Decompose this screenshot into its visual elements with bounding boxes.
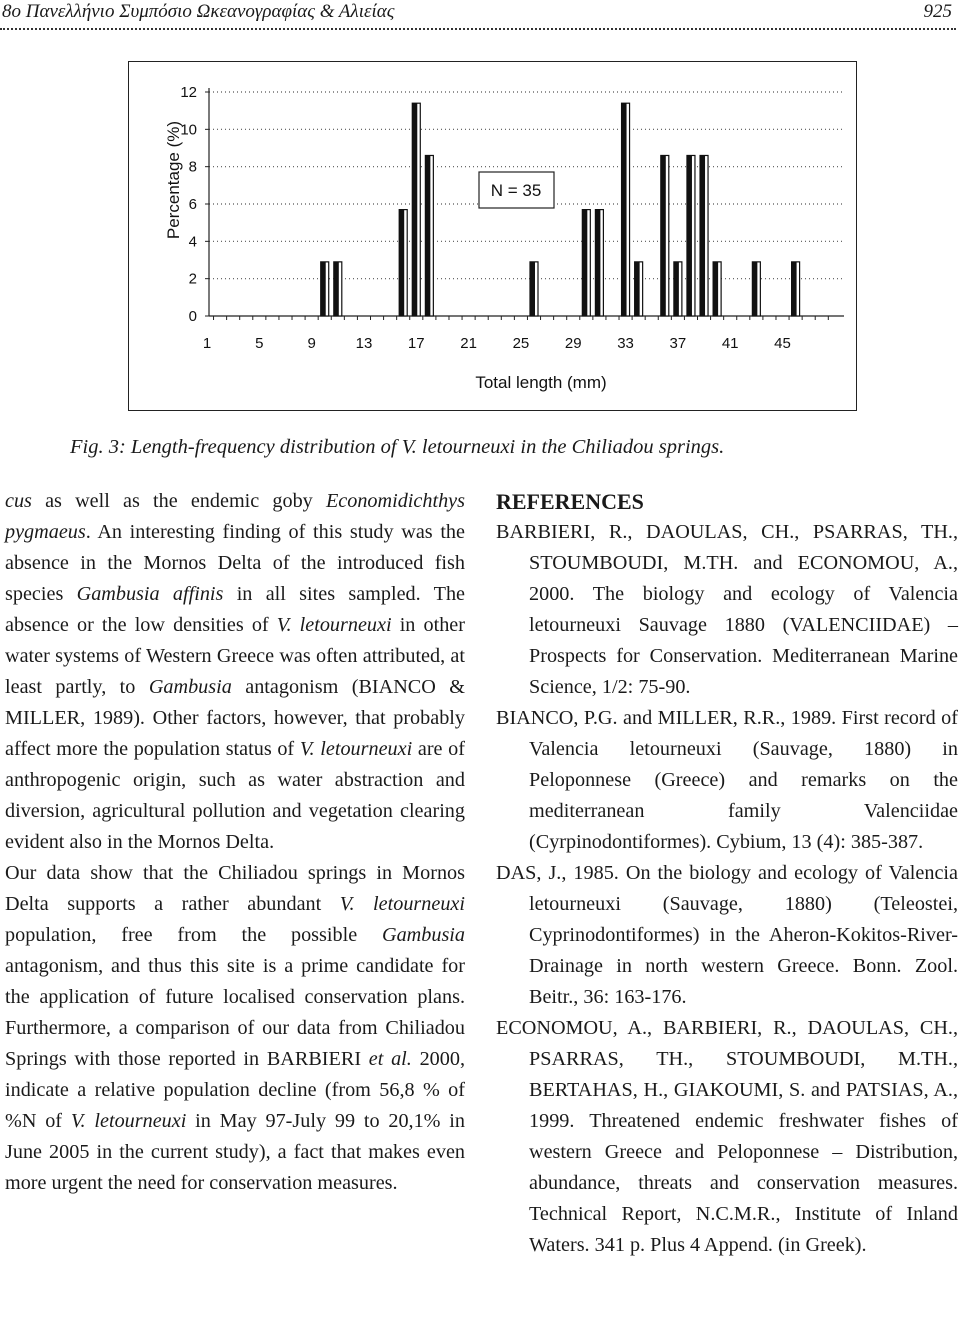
reference-entry: DAS, J., 1985. On the biology and ecology of Valencia letourneuxi (Sauvage, 1880) (Teleostei, Cyprinodontiformes) in the Aheron-Kokitos-River-Drainage in north western Greece. Bonn. Zool. Beitr., 36: 163-176.: [496, 862, 958, 1008]
y-tick-label: 10: [180, 121, 197, 139]
x-tick-label: 25: [512, 335, 530, 352]
text-run: Gambusia: [148, 676, 232, 698]
x-tick-label: 33: [617, 335, 634, 352]
x-tick-label: 41: [721, 335, 739, 352]
text-run: Our data show that the Chiliadou springs in Mornos Delta supports a rather abundant: [5, 862, 465, 915]
figure-caption: Fig. 3: Length-frequency distribution of V. letourneuxi in the Chiliadou springs.: [70, 436, 725, 458]
running-header-title: 8ο Πανελλήνιο Συμπόσιο Ωκεανογραφίας & Αλιείας: [2, 1, 395, 22]
y-tick-label: 12: [180, 84, 197, 101]
text-run: in all sites sampled. The absence or the low densities of: [5, 583, 465, 636]
histogram-bar-shade: [425, 155, 430, 316]
histogram-bar-shade: [661, 155, 666, 316]
x-tick-label: 9: [307, 335, 316, 352]
x-tick-label: 37: [669, 335, 687, 352]
histogram-bar-shade: [595, 210, 600, 316]
text-run: Gambusia affinis: [76, 583, 224, 605]
reference-entry: ECONOMOU, A., BARBIERI, R., DAOULAS, CH., PSARRAS, TH., STOUMBOUDI, M.TH., BERTAHAS, H., GIAKOUMI, S. and PATSIAS, A., 1999. Threatened endemic freshwater fishes of western Greece and Peloponnese – Distribution, abundance, threats and conservation measures. Technical Report, N.C.M.R., Institute of Inland Waters. 341 p. Plus 4 Append. (in Greek).: [496, 1017, 958, 1256]
text-run: Economidichthys pygmaeus: [5, 490, 465, 543]
body-text-column: [5, 486, 465, 1199]
sample-size-annotation: N = 35: [490, 181, 542, 200]
y-tick-label: 2: [188, 270, 197, 288]
x-tick-label: 45: [774, 335, 791, 352]
references-column: [496, 486, 958, 1261]
text-run: are of anthropogenic origin, such as water abstraction and diversion, agricultural pollution and vegetation clearing evident also in the Mornos Delta.: [5, 738, 465, 853]
y-axis-label: Percentage (%): [164, 120, 183, 240]
text-run: Gambusia: [382, 924, 465, 946]
paragraph-2: [5, 858, 465, 1199]
x-tick-label: 5: [255, 335, 264, 352]
histogram-bar-shade: [321, 262, 326, 316]
text-run: et al.: [368, 1048, 412, 1070]
histogram-bar-shade: [582, 210, 587, 316]
text-run: in other water systems of Western Greece was often attributed, at least partly, to: [5, 614, 465, 698]
histogram-bar-shade: [622, 103, 627, 316]
text-run: . An interesting finding of this study was the absence in the Mornos Delta of the introduced fish species: [5, 521, 465, 605]
paragraph-1: [5, 486, 465, 858]
histogram-bar-shade: [792, 262, 797, 316]
text-run: population, free from the possible: [5, 924, 382, 946]
plot-area: [180, 84, 844, 352]
text-run: V. letourneuxi: [276, 614, 392, 636]
x-tick-label: 1: [202, 335, 212, 352]
text-run: as well as the endemic goby: [31, 490, 326, 512]
reference-entry: BIANCO, P.G. and MILLER, R.R., 1989. First record of Valencia letourneuxi (Sauvage, 1880) in Peloponnese (Greece) and remarks on the mediterranean family Valenciidae (Cyrpinodontiformes). Cybium, 13 (4): 385-387.: [496, 707, 958, 853]
histogram-bar-shade: [412, 103, 417, 316]
histogram-bar-shade: [713, 262, 718, 316]
histogram-bar-shade: [674, 262, 679, 316]
x-tick-label: 29: [564, 335, 582, 352]
y-tick-label: 8: [188, 158, 197, 176]
text-run: cus: [5, 490, 32, 512]
text-run: antagonism (BIANCO & MILLER, 1989). Other factors, however, that probably affect more the population status of: [5, 676, 465, 760]
header-dotted-rule: [0, 28, 956, 30]
x-tick-label: 21: [460, 335, 477, 352]
reference-entry: BARBIERI, R., DAOULAS, CH., PSARRAS, TH., STOUMBOUDI, M.TH. and ECONOMOU, A., 2000. The biology and ecology of Valencia letourneuxi Sauvage 1880 (VALENCIIDAE) – Prospects for Conservation. Mediterranean Marine Science, 1/2: 75-90.: [496, 521, 958, 698]
text-run: V. letourneuxi: [70, 1110, 187, 1132]
length-frequency-chart: [129, 62, 856, 410]
y-tick-label: 0: [188, 308, 197, 325]
histogram-bar-shade: [334, 262, 339, 316]
y-tick-label: 6: [188, 196, 197, 213]
histogram-bar-shade: [635, 262, 640, 316]
histogram-bar-shade: [700, 155, 705, 316]
x-tick-label: 13: [355, 335, 373, 352]
histogram-bar-shade: [399, 210, 404, 316]
text-run: antagonism, and thus this site is a prime candidate for the application of future localised conservation plans. Furthermore, a comparison of our data from Chiliadou Springs with those reported in BARBIERI: [5, 955, 465, 1070]
histogram-bar-shade: [530, 262, 535, 316]
references-heading: REFERENCES: [496, 489, 644, 514]
page-number: 925: [923, 1, 952, 22]
y-tick-label: 4: [188, 233, 197, 251]
text-run: in May 97-July 99 to 20,1% in June 2005 in the current study), a fact that makes even more urgent the need for conservation measures.: [5, 1110, 465, 1194]
x-axis-label: Total length (mm): [475, 373, 607, 392]
x-tick-label: 17: [407, 335, 425, 352]
text-run: 2000, indicate a relative population decline (from 56,8 % of %N of: [5, 1048, 465, 1132]
text-run: V. letourneuxi: [299, 738, 413, 760]
histogram-bar-shade: [752, 262, 757, 316]
figure-frame: [128, 61, 857, 411]
histogram-bar-shade: [687, 155, 692, 316]
text-run: V. letourneuxi: [339, 893, 465, 915]
